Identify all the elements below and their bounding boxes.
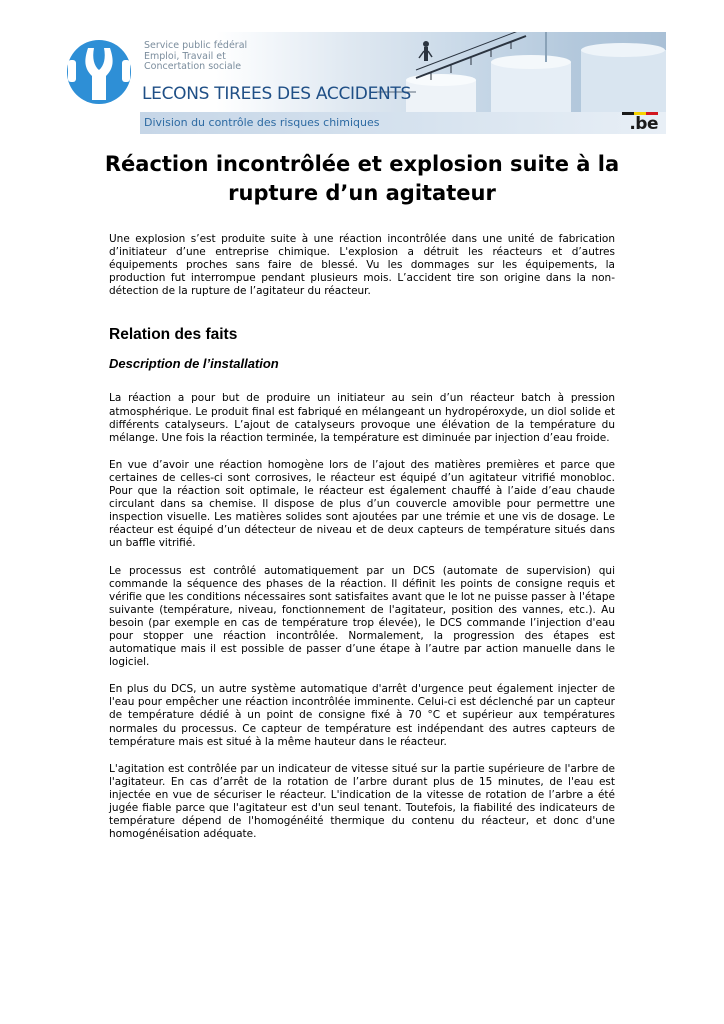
- organization-name: [144, 41, 247, 73]
- be-logo: .be: [629, 114, 658, 134]
- intro-paragraph: Une explosion s’est produite suite à une réaction incontrôlée dans une unité de fabrication d’initiateur d’une entreprise chimique. L'explosion a détruit les réacteurs et d’autres équipements proches sans faire de blessé. Vu les dommages sur les équipements, la production fut interrompue pendant plusieurs mois. L’accident tire son origine dans la non-détection de la rupture de l’agitateur du réacteur.: [109, 233, 615, 298]
- division-name: Division du contrôle des risques chimiques: [144, 116, 380, 129]
- division-bar: [140, 112, 666, 134]
- body-paragraph: Le processus est contrôlé automatiquement par un DCS (automate de supervision) qui commande la séquence des phases de la réaction. Il définit les points de consigne requis et vérifie que les conditions nécessaires sont satisfaites avant que le lot ne puisse passer à l'étape suivante (température, niveau, fonctionnement de l'agitateur, position des vannes, etc.). Au besoin (par exemple en cas de température trop élevée), le DCS commande l’injection d'eau pour stopper une réaction incontrôlée. Normalement, la progression des étapes est automatique mais il est possible de passer d’une étape à l’autre par action manuelle dans le logiciel.: [109, 564, 615, 669]
- org-line: Concertation sociale: [144, 61, 242, 72]
- document-title: Réaction incontrôlée et explosion suite à la rupture d’un agitateur: [104, 152, 620, 205]
- section-heading: Relation des faits: [109, 326, 238, 344]
- body-paragraph: En plus du DCS, un autre système automatique d'arrêt d'urgence peut également injecter de l'eau pour empêcher une réaction incontrôlée imminente. Celui-ci est déclenché par un capteur de température dédié à un point de consigne fixé à 70 °C et supérieur aux températures normales du processus. Ce capteur de température est indépendant des autres capteurs de température mais est situé à la même hauteur dans le réacteur.: [109, 683, 615, 748]
- header-banner: [66, 32, 666, 136]
- banner-title: LECONS TIREES DES ACCIDENTS: [142, 84, 411, 104]
- document-body: [109, 233, 615, 841]
- subsection-heading: Description de l’installation: [109, 356, 279, 372]
- body-paragraph: L'agitation est contrôlée par un indicateur de vitesse situé sur la partie supérieure de l'arbre de l'agitateur. En cas d’arrêt de la rotation de l’arbre durant plus de 15 minutes, de l'eau est injectée en vue de sécuriser le réacteur. L'indication de la vitesse de rotation de l’arbre a été jugée fiable parce que l'agitateur est d'un seul tenant. Toutefois, la fiabilité des indicateurs de température dépend de l'homogénéité thermique du contenu du réacteur, et donc d'une homogénéisation adéquate.: [109, 762, 615, 841]
- body-paragraph: La réaction a pour but de produire un initiateur au sein d’un réacteur batch à pression atmosphérique. Le produit final est fabriqué en mélangeant un hydropéroxyde, un diol solide et différents catalyseurs. L’ajout de catalyseurs provoque une élévation de la température du mélange. Une fois la réaction terminée, la température est diminuée par injection d’eau froide.: [109, 392, 615, 444]
- org-line: Emploi, Travail et: [144, 50, 226, 62]
- body-paragraph: En vue d’avoir une réaction homogène lors de l’ajout des matières premières et parce que certaines de celles-ci sont corrosives, le réacteur est équipé d’un agitateur vitrifié monobloc. Pour que la réaction soit optimale, le réacteur est également chauffé à l’aide d’eau chaude circulant dans sa chemise. Il dispose de plus d’un couvercle amovible pour permettre une inspection visuelle. Les matières solides sont ajoutées par une trémie et une vis de dosage. Le réacteur est équipé d’un détecteur de niveau et de deux capteurs de température situés dans un baffle vitrifié.: [109, 458, 615, 550]
- org-line: Service public fédéral: [144, 40, 248, 51]
- fps-logo-icon: [66, 38, 132, 108]
